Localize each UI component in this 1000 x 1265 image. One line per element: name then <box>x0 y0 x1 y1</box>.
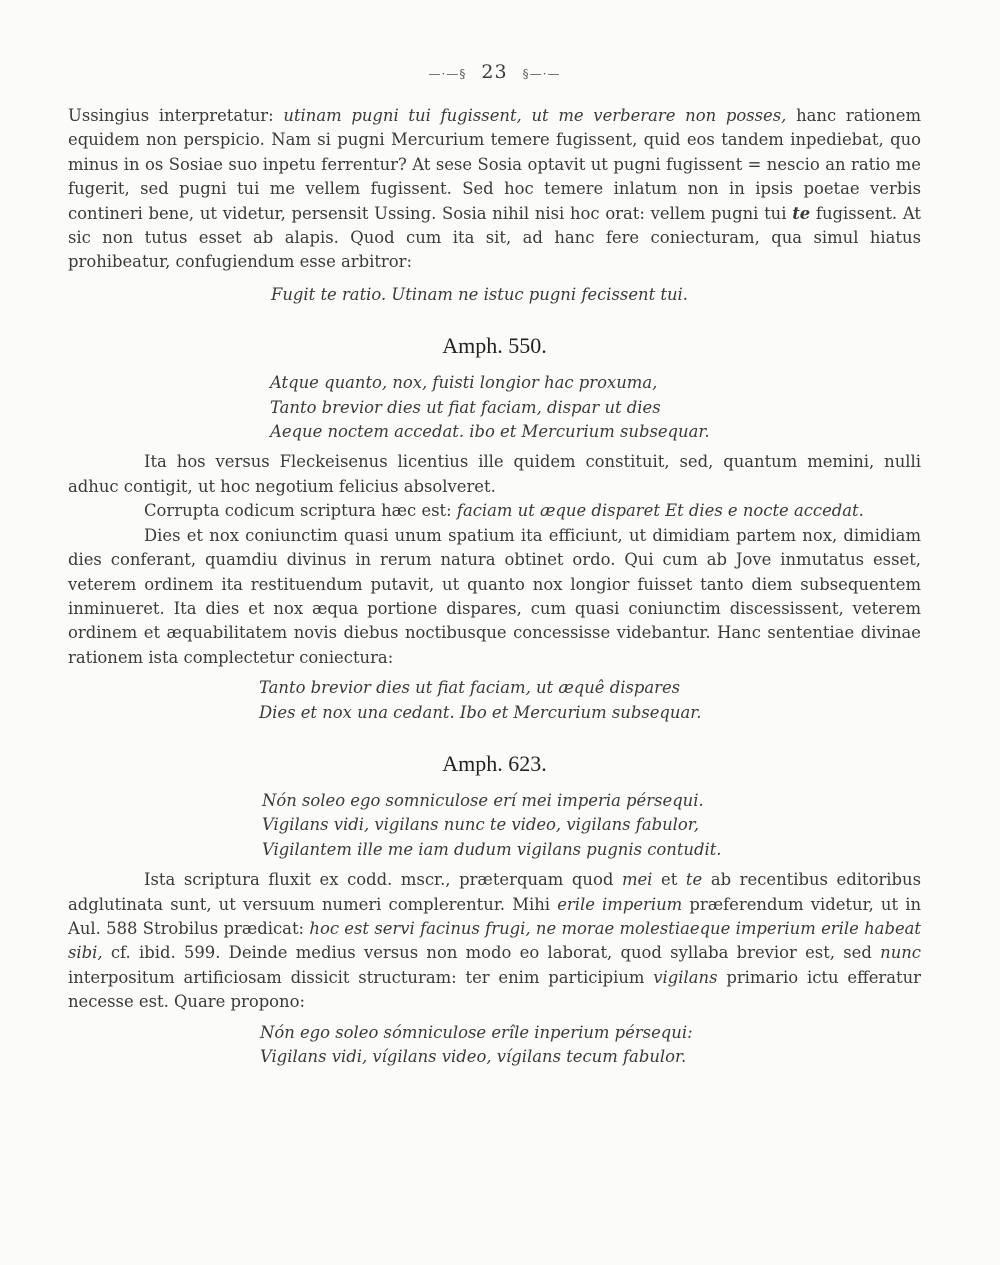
verse-line: Tanto brevior dies ut fiat faciam, ut æquê dispares <box>259 678 681 698</box>
page-number: 23 <box>481 61 508 83</box>
verse-quote-1 <box>68 283 921 307</box>
verse-line: Nón soleo ego somniculose erí mei imperia pérsequi. <box>262 790 704 810</box>
verse-quote-2 <box>68 371 921 444</box>
verse-line: Dies et nox una cedant. Ibo et Mercurium subsequar. <box>259 702 702 722</box>
paragraph-2: Ita hos versus Fleckeisenus licentius ille quidem constituit, sed, quantum memini, nulli adhuc contigit, ut hoc negotium felicius absolveret. <box>68 452 921 496</box>
verse-quote-5 <box>68 1021 921 1070</box>
section-heading-amph-623: Amph. 623. <box>442 750 547 776</box>
verse-line: Vigilans vidi, vigilans nunc te video, vigilans fabulor, <box>262 815 700 835</box>
document-page <box>68 58 921 1075</box>
ornament-left: —·—§ <box>428 67 467 81</box>
verse-line: Atque quanto, nox, fuisti longior hac proxuma, <box>270 373 658 393</box>
paragraph-5: Ista scriptura fluxit ex codd. mscr., præterquam quod mei et te ab recentibus editoribus adglutinata sunt, ut versuum numeri complerentur. Mihi erile imperium præferendum videtur, ut in Aul. 588 Strobilus prædicat: hoc est servi facinus frugi, ne morae molestiaeque imperium erile habeat sibi, cf. ibid. 599. Deinde medius versus non modo eo laborat, quod syllaba brevior est, sed nunc interpositum artificiosam dissicit structuram: ter enim participium vigilans primario ictu efferatur necesse est. Quare propono: <box>68 870 922 1012</box>
verse-line: Vigilans vidi, vígilans video, vígilans tecum fabulor. <box>260 1047 687 1066</box>
verse-quote-4 <box>68 789 921 862</box>
paragraph-4: Dies et nox coniunctim quasi unum spatium ita efficiunt, ut dimidiam partem nox, dimidiam dies conferant, quamdiu divinus in rerum natura obtinet ordo. Qui cum ab Jove inmutatus esset, veterem ordinem ita restituendum putavit, ut quanto nox longior fuisset tanto diem subsequentem inminueret. Ita dies et nox æqua portione dispares, cum quasi coniunctim discessissent, veterem ordinem et æquabilitatem novis diebus noctibusque concessisse videbantur. Hanc sententiae divinae rationem ista complectetur coniectura: <box>68 525 921 667</box>
verse-line: Tanto brevior dies ut fiat faciam, dispar ut dies <box>270 397 661 417</box>
verse-line: Fugit te ratio. Utinam ne istuc pugni fecissent tui. <box>271 284 688 304</box>
verse-line: Aeque noctem accedat. ibo et Mercurium subsequar. <box>270 422 710 442</box>
paragraph-1: Ussingius interpretatur: utinam pugni tui fugissent, ut me verberare non posses, hanc rationem equidem non perspicio. Nam si pugni Mercurium temere fugissent, quid eos tandem inpediebat, quo minus in os Sosiae suo inpetu ferrentur? At sese Sosia optavit ut pugni fugissent = nescio an ratio me fugerit, sed pugni tui me vellem fugissent. Sed hoc temere inlatum non in ipsis poetae verbis contineri bene, ut videtur, persensit Ussing. Sosia nihil nisi hoc orat: vellem pugni tui te fugissent. At sic non tutus esset ab alapis. Quod cum ita sit, ad hanc fere coniecturam, qua simul hiatus prohibeatur, confugiendum esse arbitror: <box>68 106 921 272</box>
verse-quote-3 <box>68 676 921 725</box>
ornament-right: §—·— <box>522 67 561 81</box>
paragraph-3: Corrupta codicum scriptura hæc est: faciam ut æque disparet Et dies e nocte accedat. <box>144 501 864 521</box>
section-heading-amph-550: Amph. 550. <box>442 333 547 359</box>
page-header <box>68 58 921 86</box>
verse-line: Nón ego soleo sómniculose erîle inperium pérsequi: <box>260 1022 693 1042</box>
verse-line: Vigilantem ille me iam dudum vigilans pugnis contudit. <box>262 839 722 859</box>
